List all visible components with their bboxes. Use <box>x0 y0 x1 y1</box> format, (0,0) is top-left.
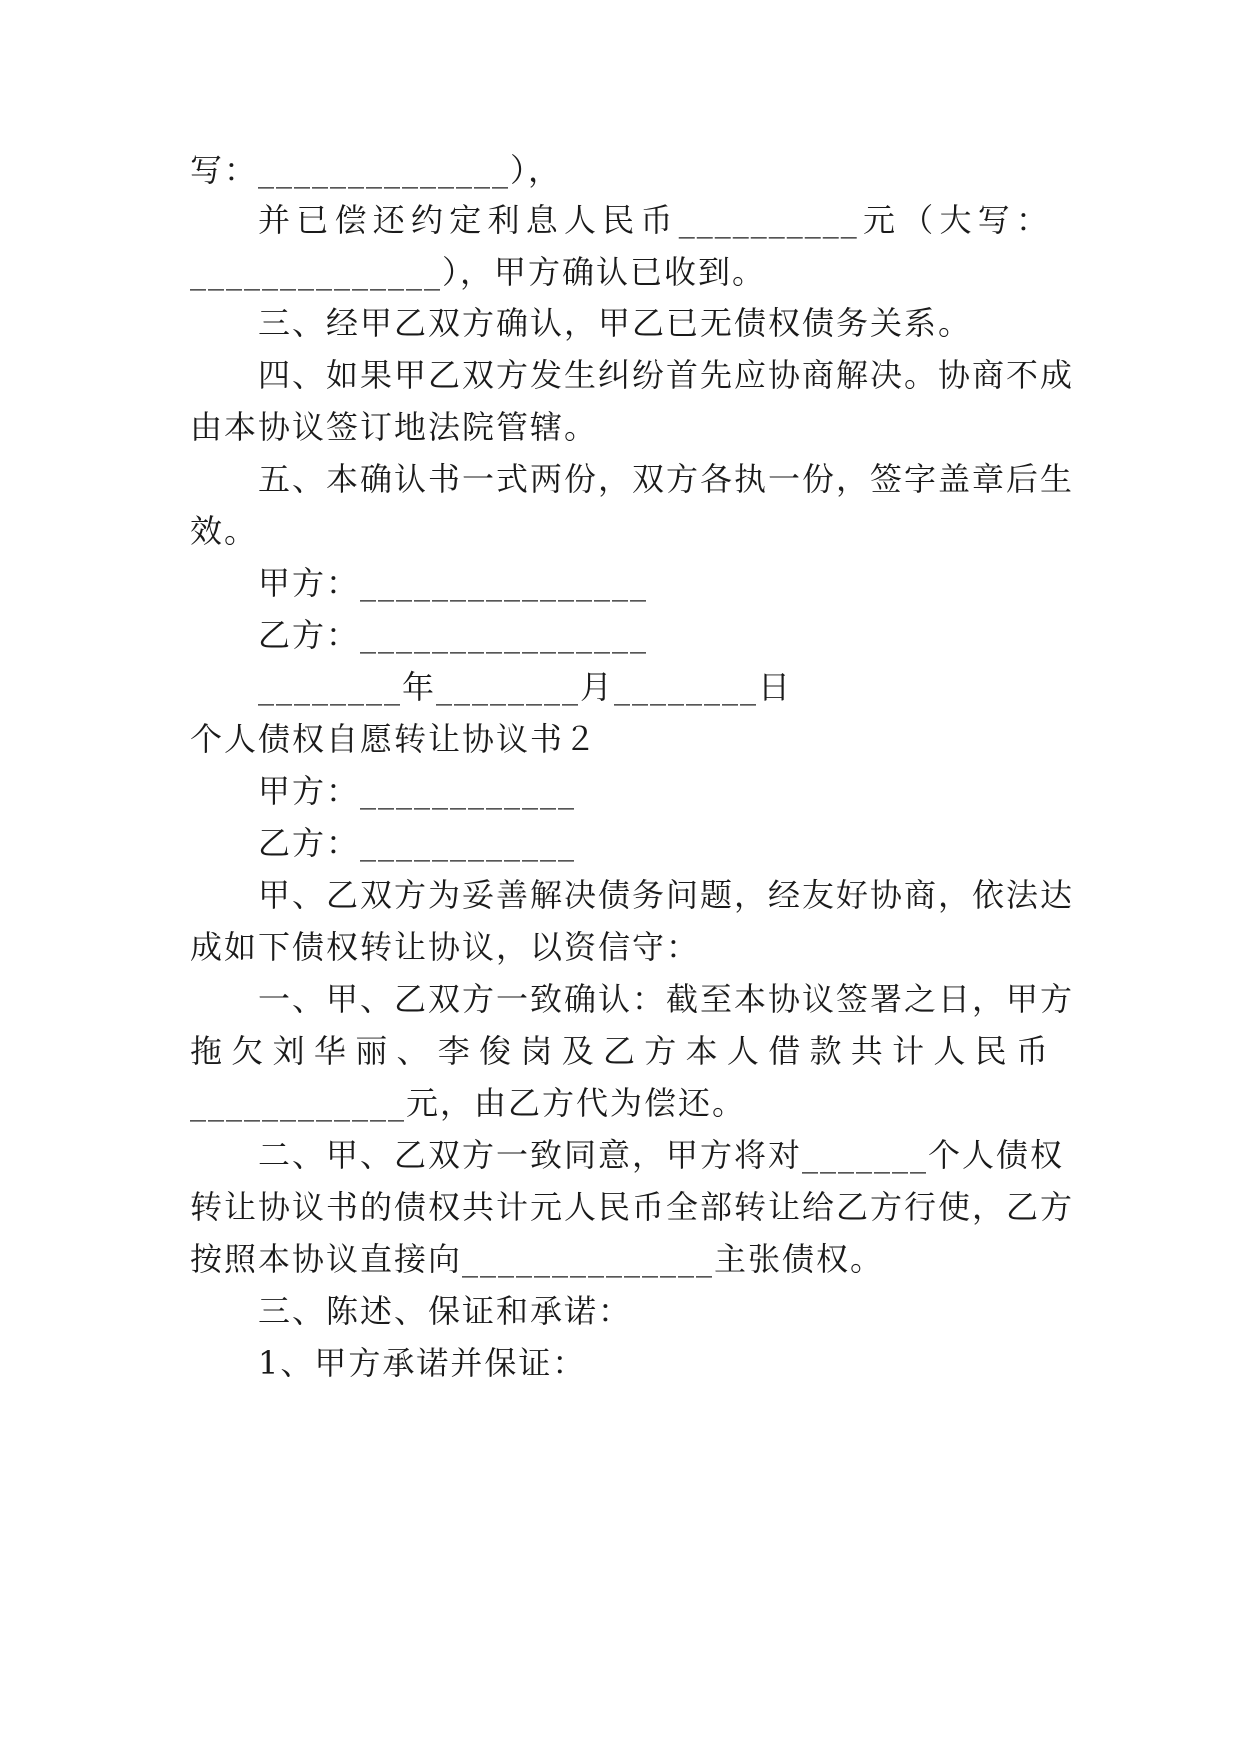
party-a-line: 甲方：____________ <box>258 772 577 810</box>
signature-party-a: 甲方：________________ <box>258 564 649 602</box>
text-line: ______________），甲方确认已收到。 <box>190 253 767 291</box>
text-line: 甲、乙双方为妥善解决债务问题，经友好协商，依法达 <box>258 876 1075 914</box>
text-line: 一、甲、乙双方一致确认：截至本协议签署之日，甲方 <box>258 980 1075 1018</box>
section-title: 个人债权自愿转让协议书２ <box>190 720 599 758</box>
signature-party-b: 乙方：________________ <box>258 616 649 654</box>
text-line: 由本协议签订地法院管辖。 <box>190 408 599 446</box>
text-line: 1、甲方承诺并保证： <box>258 1344 587 1382</box>
text-line: 效。 <box>190 512 259 550</box>
text-line: 三、陈述、保证和承诺： <box>258 1292 633 1330</box>
text-line: 四、如果甲乙双方发生纠纷首先应协商解决。协商不成 <box>258 356 1075 394</box>
text-line: 并已偿还约定利息人民币__________元（大写： <box>258 201 1050 239</box>
party-b-line: 乙方：____________ <box>258 824 577 862</box>
text-line: ____________元，由乙方代为偿还。 <box>190 1084 747 1122</box>
text-line: 转让协议书的债权共计元人民币全部转让给乙方行使，乙方 <box>190 1188 1075 1226</box>
text-line: 二、甲、乙双方一致同意，甲方将对_______个人债权 <box>258 1136 1065 1174</box>
text-line: 三、经甲乙双方确认，甲乙已无债权债务关系。 <box>258 304 973 342</box>
date-line: ________年________月________日 <box>258 668 793 706</box>
text-line: 按照本协议直接向______________主张债权。 <box>190 1240 885 1278</box>
text-line: 写：______________）， <box>190 151 563 189</box>
text-line: 成如下债权转让协议，以资信守： <box>190 928 701 966</box>
text-line: 五、本确认书一式两份，双方各执一份，签字盖章后生 <box>258 460 1075 498</box>
text-line: 拖欠刘华丽、李俊岗及乙方本人借款共计人民币 <box>190 1032 1050 1070</box>
